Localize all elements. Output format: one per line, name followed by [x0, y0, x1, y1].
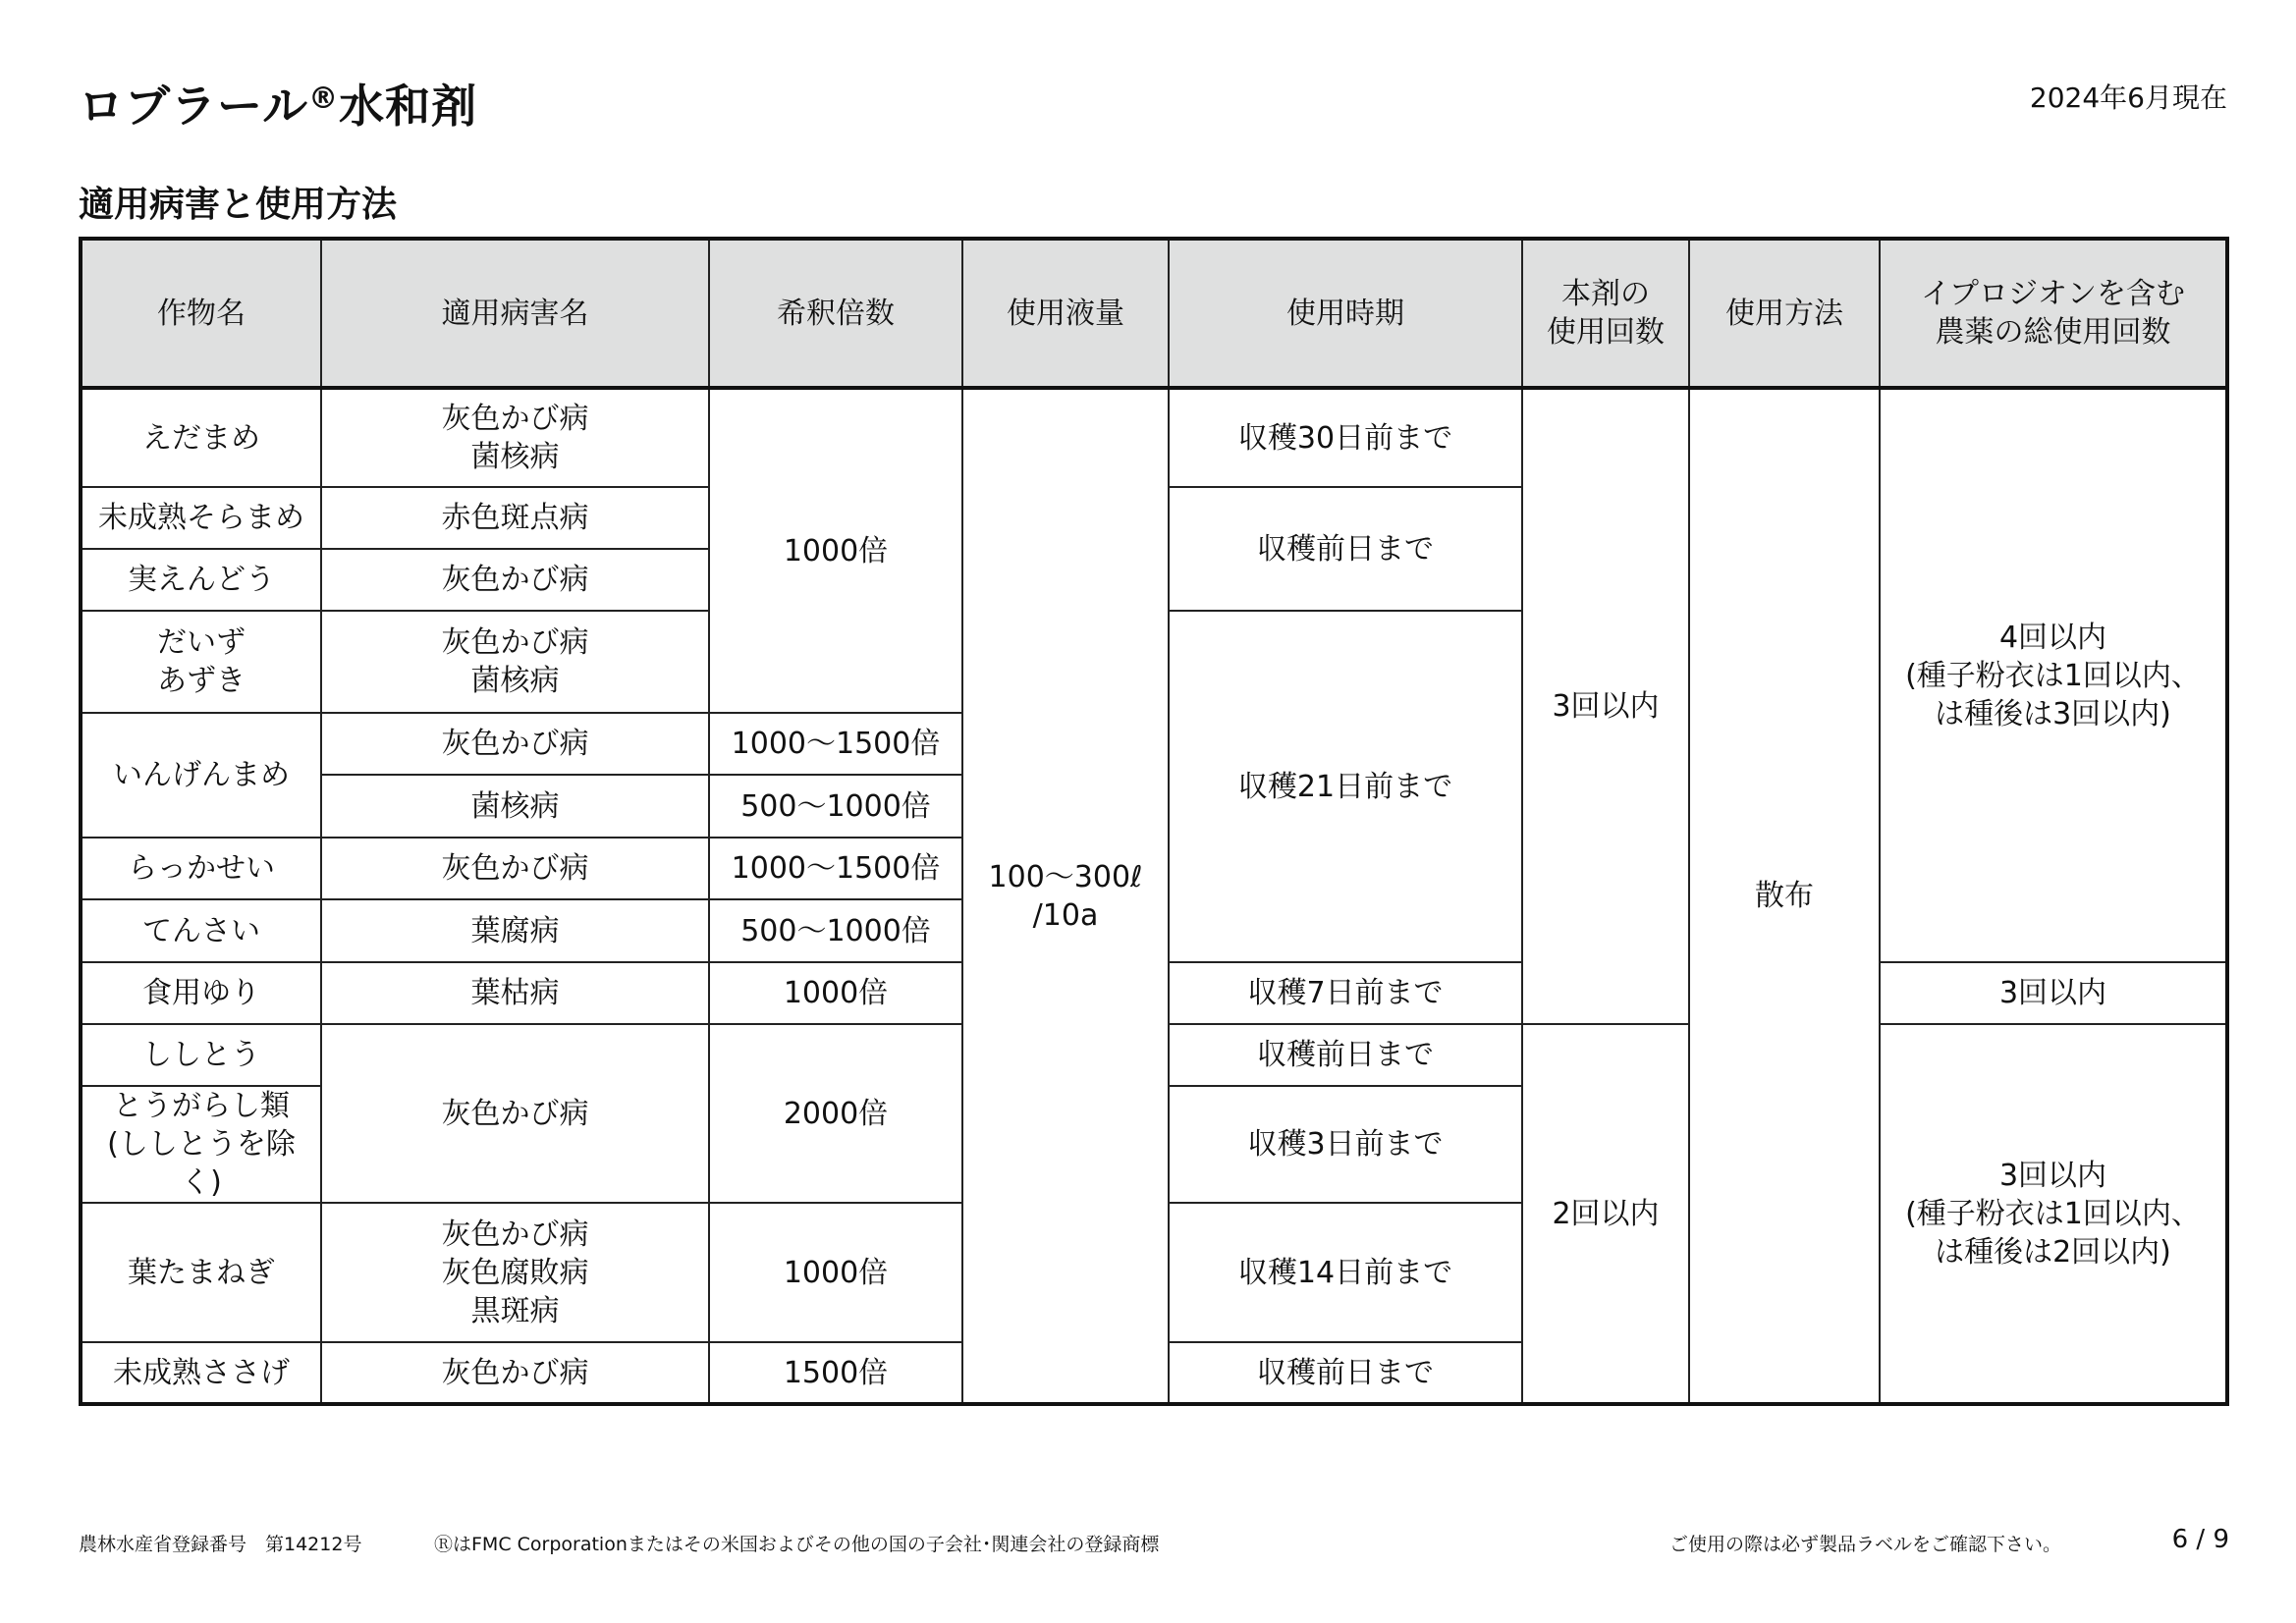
method-cell: 散布 [1689, 388, 1880, 1404]
count-cell: 3回以内 [1522, 388, 1689, 1024]
disease-cell: 菌核病 [321, 775, 709, 838]
disease-cell: 灰色かび病 菌核病 [321, 388, 709, 487]
total-count-cell: 4回以内 (種子粉衣は1回以内、 は種後は3回以内) [1880, 388, 2227, 962]
disease-cell: 灰色かび病 [321, 838, 709, 899]
crop-cell: だいず あずき [81, 611, 321, 713]
timing-cell: 収穫前日まで [1169, 487, 1522, 611]
crop-cell: ししとう [81, 1024, 321, 1086]
header-method: 使用方法 [1689, 239, 1880, 388]
total-count-cell: 3回以内 [1880, 962, 2227, 1024]
table-row [81, 388, 2227, 487]
dilution-cell: 1500倍 [709, 1342, 962, 1404]
disease-cell: 灰色かび病 [321, 713, 709, 775]
registered-mark: ® [308, 81, 340, 116]
dilution-cell: 500〜1000倍 [709, 899, 962, 962]
label-notice: ご使用の際は必ず製品ラベルをご確認下さい。 [1669, 1534, 2062, 1555]
crop-cell: いんげんまめ [81, 713, 321, 838]
dilution-cell: 1000倍 [709, 388, 962, 713]
timing-cell: 収穫3日前まで [1169, 1086, 1522, 1203]
header-disease: 適用病害名 [321, 239, 709, 388]
crop-cell: 食用ゆり [81, 962, 321, 1024]
disease-cell: 葉腐病 [321, 899, 709, 962]
timing-cell: 収穫前日まで [1169, 1024, 1522, 1086]
title-product-name: ロブラール [79, 80, 309, 133]
section-title: 適用病害と使用方法 [79, 185, 398, 225]
volume-cell: 100〜300ℓ /10a [962, 388, 1169, 1404]
header-crop: 作物名 [81, 239, 321, 388]
crop-cell: 葉たまねぎ [81, 1203, 321, 1342]
header-dilution: 希釈倍数 [709, 239, 962, 388]
page-title [79, 71, 477, 135]
registration-number: 農林水産省登録番号 第14212号 [79, 1534, 362, 1555]
timing-cell: 収穫7日前まで [1169, 962, 1522, 1024]
header-count: 本剤の 使用回数 [1522, 239, 1689, 388]
application-table [79, 237, 2229, 1406]
header-volume: 使用液量 [962, 239, 1169, 388]
count-cell: 2回以内 [1522, 1024, 1689, 1404]
dilution-cell: 1000〜1500倍 [709, 838, 962, 899]
page-number: 6 / 9 [2171, 1525, 2229, 1554]
dilution-cell: 2000倍 [709, 1024, 962, 1203]
total-count-cell: 3回以内 (種子粉衣は1回以内、 は種後は2回以内) [1880, 1024, 2227, 1404]
trademark-notice: ⓇはFMC Corporationまたはその米国およびその他の国の子会社･関連会社の登録商標 [434, 1534, 1160, 1555]
table-header-row [81, 239, 2227, 388]
disease-cell: 灰色かび病 [321, 1024, 709, 1203]
crop-cell: 未成熟そらまめ [81, 487, 321, 549]
timing-cell: 収穫21日前まで [1169, 611, 1522, 962]
crop-cell: てんさい [81, 899, 321, 962]
crop-cell: とうがらし類 (ししとうを除く) [81, 1086, 321, 1203]
dilution-cell: 500〜1000倍 [709, 775, 962, 838]
as-of-date: 2024年6月現在 [2029, 81, 2227, 114]
timing-cell: 収穫30日前まで [1169, 388, 1522, 487]
disease-cell: 葉枯病 [321, 962, 709, 1024]
timing-cell: 収穫14日前まで [1169, 1203, 1522, 1342]
timing-cell: 収穫前日まで [1169, 1342, 1522, 1404]
title-formulation: 水和剤 [339, 80, 478, 133]
disease-cell: 赤色斑点病 [321, 487, 709, 549]
dilution-cell: 1000〜1500倍 [709, 713, 962, 775]
header-timing: 使用時期 [1169, 239, 1522, 388]
crop-cell: 未成熟ささげ [81, 1342, 321, 1404]
header-total-count: イプロジオンを含む 農薬の総使用回数 [1880, 239, 2227, 388]
crop-cell: らっかせい [81, 838, 321, 899]
crop-cell: えだまめ [81, 388, 321, 487]
disease-cell: 灰色かび病 灰色腐敗病 黒斑病 [321, 1203, 709, 1342]
dilution-cell: 1000倍 [709, 962, 962, 1024]
disease-cell: 灰色かび病 [321, 549, 709, 611]
disease-cell: 灰色かび病 菌核病 [321, 611, 709, 713]
crop-cell: 実えんどう [81, 549, 321, 611]
dilution-cell: 1000倍 [709, 1203, 962, 1342]
disease-cell: 灰色かび病 [321, 1342, 709, 1404]
